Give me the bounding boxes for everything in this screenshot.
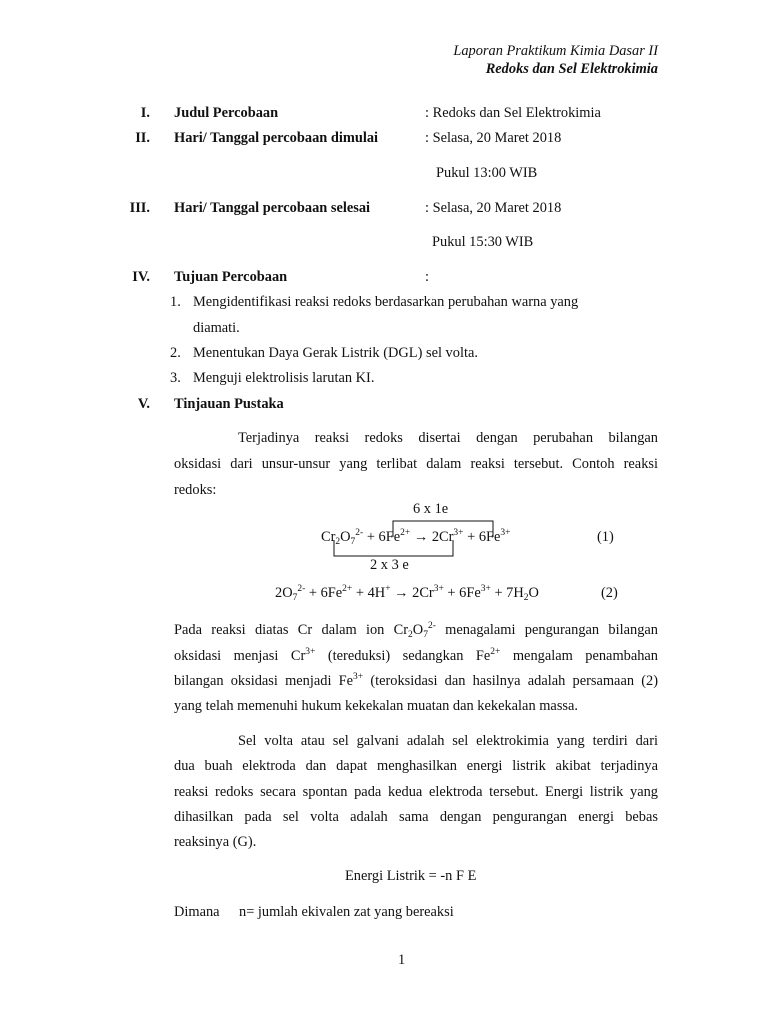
section-5-number: V. [137,396,150,412]
para3-line5: reaksinya (G). [174,834,257,850]
para3-line1: Sel volta atau sel galvani adalah sel elektrokimia yang terdiri dari [238,733,658,749]
section-2-label: Hari/ Tanggal percobaan dimulai [174,130,379,146]
energy-formula: Energi Listrik = -n F E [345,868,477,884]
eq1-top-label: 6 x 1e [413,501,449,517]
eq1-number: (1) [597,529,614,545]
objective-1-line1: Mengidentifikasi reaksi redoks berdasarkan perubahan warna yang [193,294,579,310]
section-4-label: Tujuan Percobaan [174,269,288,285]
page-number: 1 [398,952,406,968]
eq2-number: (2) [601,585,618,601]
where-text: n= jumlah ekivalen zat yang bereaksi [239,904,454,920]
para2-line4: yang telah memenuhi hukum kekekalan muatan dan kekekalan massa. [174,698,578,714]
section-2-number: II. [135,130,150,146]
section-3-time: Pukul 15:30 WIB [432,234,534,250]
para1-line3: redoks: [174,482,217,498]
objective-1-line2: diamati. [193,320,240,336]
para1-line1: Terjadinya reaksi redoks disertai dengan perubahan bilangan [238,430,658,446]
eq1-bottom-label: 2 x 3 e [370,557,409,573]
para2-line2: oksidasi menjasi $Cr^{3+}$ (tereduksi) sedangkan $Fe^{2+}$ mengalam penambahan [174,647,658,664]
objective-1-number: 1. [170,294,181,310]
objective-3-number: 3. [170,370,181,386]
section-5-label: Tinjauan Pustaka [174,396,284,412]
objective-3-text: Menguji elektrolisis larutan KI. [193,370,375,386]
section-1-label: Judul Percobaan [174,105,279,121]
where-label: Dimana [174,904,220,920]
section-3-label: Hari/ Tanggal percobaan selesai [174,200,371,216]
section-1-value: : Redoks dan Sel Elektrokimia [425,105,601,121]
para3-line2: dua buah elektroda dan dapat menghasilkan energi listrik akibat terjadinya [174,758,658,774]
objective-2-number: 2. [170,345,181,361]
eq2-formula: $2O_7^{2-} + 6Fe^{2+} + 4H^+ \to 2Cr^{3+} + 6Fe^{3+} + 7H_2O$ [275,584,539,603]
section-2-time: Pukul 13:00 WIB [436,165,538,181]
header-subtitle: Redoks dan Sel Elektrokimia [485,61,658,77]
section-1-number: I. [140,105,150,121]
section-4-value: : [425,269,429,285]
header-title: Laporan Praktikum Kimia Dasar II [453,43,658,59]
para3-line4: dihasilkan pada sel volta adalah sama dengan pengurangan energi bebas [174,809,658,825]
para2-line1: Pada reaksi diatas Cr dalam ion $Cr_2O_7^{2-}$ menagalami pengurangan bilangan [174,621,658,640]
eq1-formula: $Cr_2O_7^{2-} + 6Fe^{2+} \to 2Cr^{3+} + 6Fe^{3+}$ [321,528,511,547]
section-2-value: : Selasa, 20 Maret 2018 [425,130,562,146]
para1-line2: oksidasi dari unsur-unsur yang terlibat dalam reaksi tersebut. Contoh reaksi [174,456,658,472]
para3-line3: reaksi redoks secara spontan pada kedua elektroda tersebut. Energi listrik yang [174,784,658,800]
objective-2-text: Menentukan Daya Gerak Listrik (DGL) sel volta. [193,345,478,361]
para2-line3: bilangan oksidasi menjadi $Fe^{3+}$ (teroksidasi dan hasilnya adalah persamaan (2) [174,672,658,689]
section-4-number: IV. [132,269,150,285]
section-3-number: III. [129,200,150,216]
section-3-value: : Selasa, 20 Maret 2018 [425,200,562,216]
